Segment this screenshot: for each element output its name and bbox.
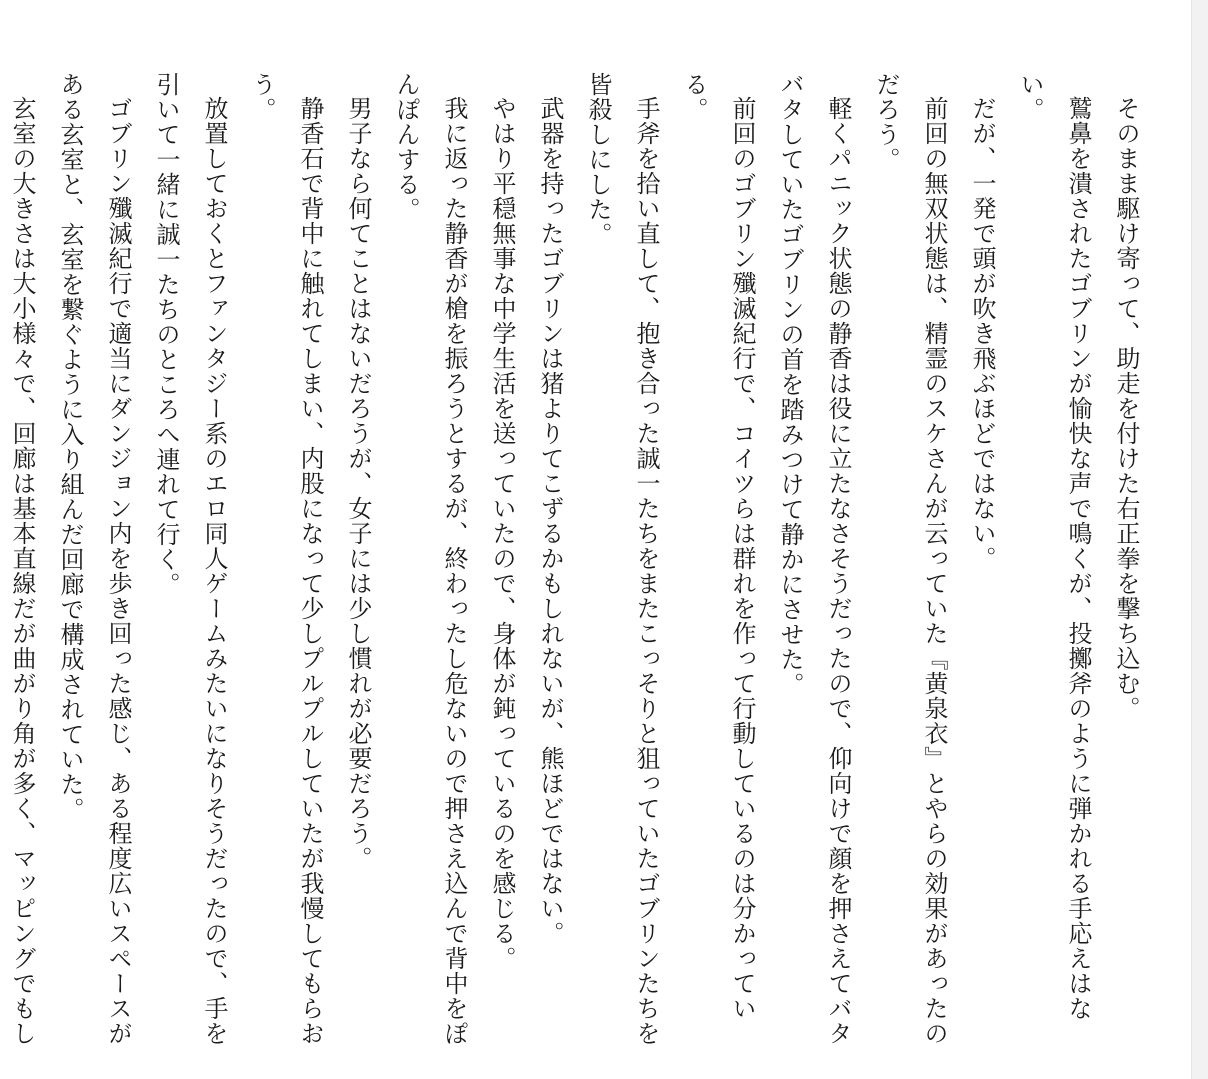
- vertical-text-body: [0, 72, 1150, 1062]
- paragraph: 前回のゴブリン殲滅紀行で、コイツらは群れを作って行動しているのは分かっている。: [680, 72, 756, 1021]
- paragraph: 鷲鼻を潰されたゴブリンが愉快な声で鳴くが、投擲斧のように弾かれる手応えはない。: [1016, 72, 1092, 1021]
- paragraph: 前回の無双状態は、精霊のスケさんが云っていた『黄泉衣』とやらの効果があったのだろう。: [872, 72, 948, 1046]
- paragraph: だが、一発で頭が吹き飛ぶほどではない。: [968, 96, 996, 571]
- paragraph: そのまま駆け寄って、助走を付けた右正拳を撃ち込む。: [1112, 96, 1140, 721]
- paragraph: 放置しておくとファンタジー系のエロ同人ゲームみたいになりそうだったので、手を引いて一緒に誠一たちのところへ連れて行く。: [152, 72, 228, 1046]
- paragraph: 静香石で背中に触れてしまい、内股になって少しプルプルしていたが我慢してもらおう。: [248, 72, 324, 1046]
- paragraph: 軽くパニック状態の静香は役に立たなさそうだったので、仰向けで顔を押さえてバタバタしていたゴブリンの首を踏みつけて静かにさせた。: [776, 72, 852, 1046]
- paragraph: 玄室の大きさは大小様々で、回廊は基本直線だが曲がり角が多く、マッピングでもし: [8, 96, 36, 1046]
- paragraph: 武器を持ったゴブリンは猪よりてこずるかもしれないが、熊ほどではない。: [536, 96, 564, 946]
- page-edge: [1191, 0, 1208, 1079]
- paragraph: やはり平穏無事な中学生活を送っていたので、身体が鈍っているのを感じる。: [488, 96, 516, 971]
- paragraph: 我に返った静香が槍を振ろうとするが、終わったし危ないので押さえ込んで背中をぽんぽんする。: [392, 72, 468, 1046]
- paragraph: ゴブリン殲滅紀行で適当にダンジョン内を歩き回った感じ、ある程度広いスペースがある玄室と、玄室を繋ぐように入り組んだ回廊で構成されていた。: [56, 72, 132, 1046]
- paragraph: 手斧を拾い直して、抱き合った誠一たちをまたこっそりと狙っていたゴブリンたちを皆殺しにした。: [584, 72, 660, 1046]
- paragraph: 男子なら何てことはないだろうが、女子には少し慣れが必要だろう。: [344, 96, 372, 871]
